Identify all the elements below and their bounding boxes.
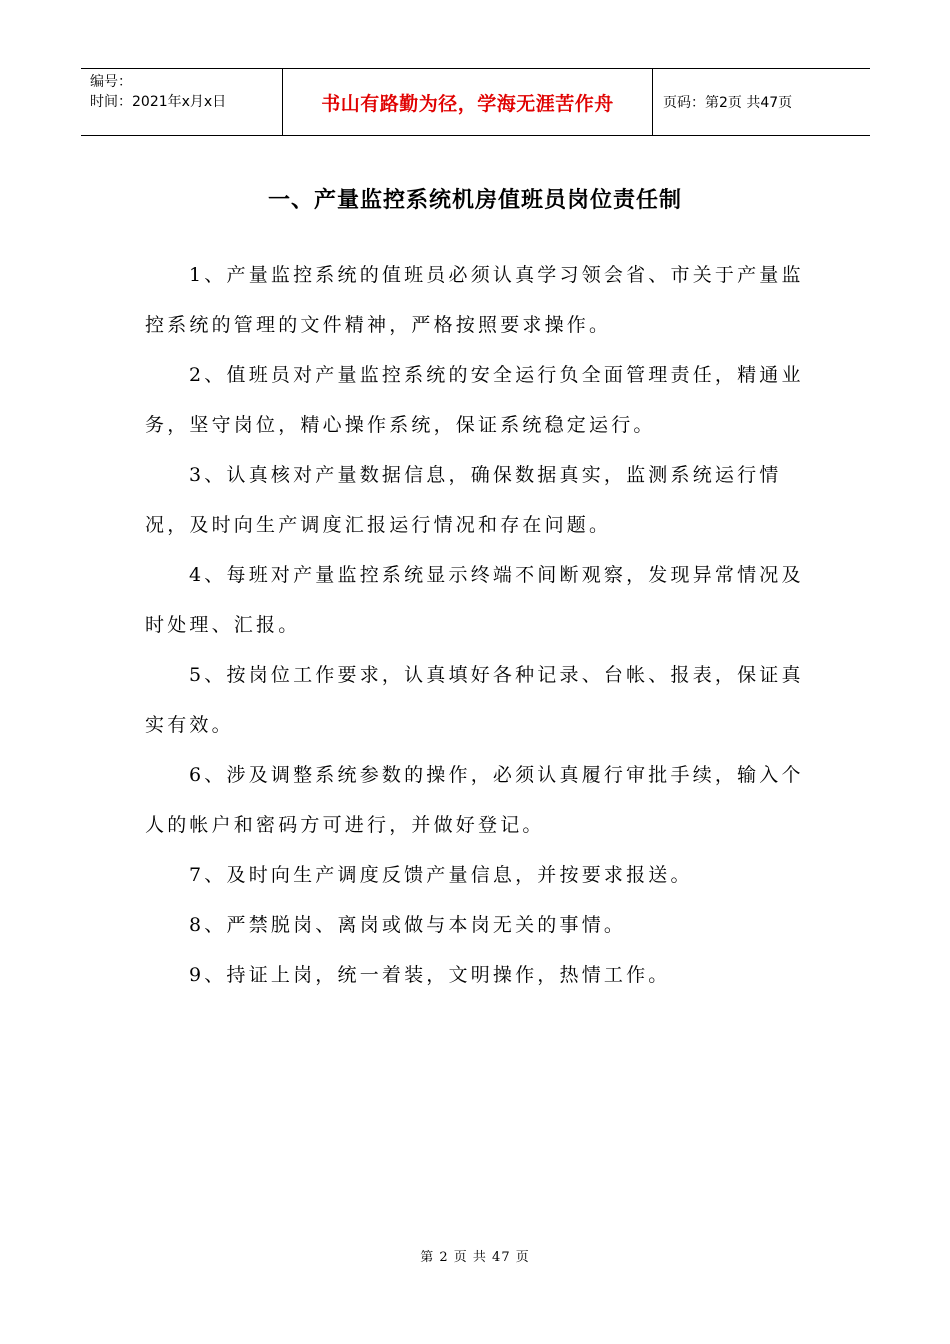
paragraph-6: 6、涉及调整系统参数的操作，必须认真履行审批手续，输入个人的帐户和密码方可进行，并做好登记。	[145, 764, 804, 836]
header-meta-cell	[81, 69, 283, 135]
paragraph-2: 2、值班员对产量监控系统的安全运行负全面管理责任，精通业务，坚守岗位，精心操作系统，保证系统稳定运行。	[145, 364, 804, 436]
header-motto-cell	[283, 69, 653, 135]
paragraph-4: 4、每班对产量监控系统显示终端不间断观察，发现异常情况及时处理、汇报。	[145, 564, 804, 636]
header-page-cell	[653, 69, 870, 135]
document-number-label: 编号：	[90, 74, 132, 90]
paragraph-3: 3、认真核对产量数据信息，确保数据真实，监测系统运行情况，及时向生产调度汇报运行情况和存在问题。	[145, 464, 782, 536]
paragraph-1: 1、产量监控系统的值班员必须认真学习领会省、市关于产量监控系统的管理的文件精神，严格按照要求操作。	[145, 264, 804, 336]
header-motto: 书山有路勤为径，学海无涯苦作舟	[321, 92, 614, 115]
document-body	[145, 250, 820, 1000]
document-date: 时间：2021年x月x日	[90, 94, 227, 110]
document-title: 一、产量监控系统机房值班员岗位责任制	[267, 188, 682, 213]
paragraph-9: 9、持证上岗，统一着装，文明操作，热情工作。	[189, 964, 671, 986]
page-header	[81, 68, 870, 136]
page-footer: 第 2 页 共 47 页	[420, 1250, 530, 1265]
paragraph-5: 5、按岗位工作要求，认真填好各种记录、台帐、报表，保证真实有效。	[145, 664, 804, 736]
header-page-info: 页码：第2页 共47页	[663, 95, 793, 111]
paragraph-7: 7、及时向生产调度反馈产量信息，并按要求报送。	[189, 864, 693, 886]
paragraph-8: 8、严禁脱岗、离岗或做与本岗无关的事情。	[189, 914, 627, 936]
